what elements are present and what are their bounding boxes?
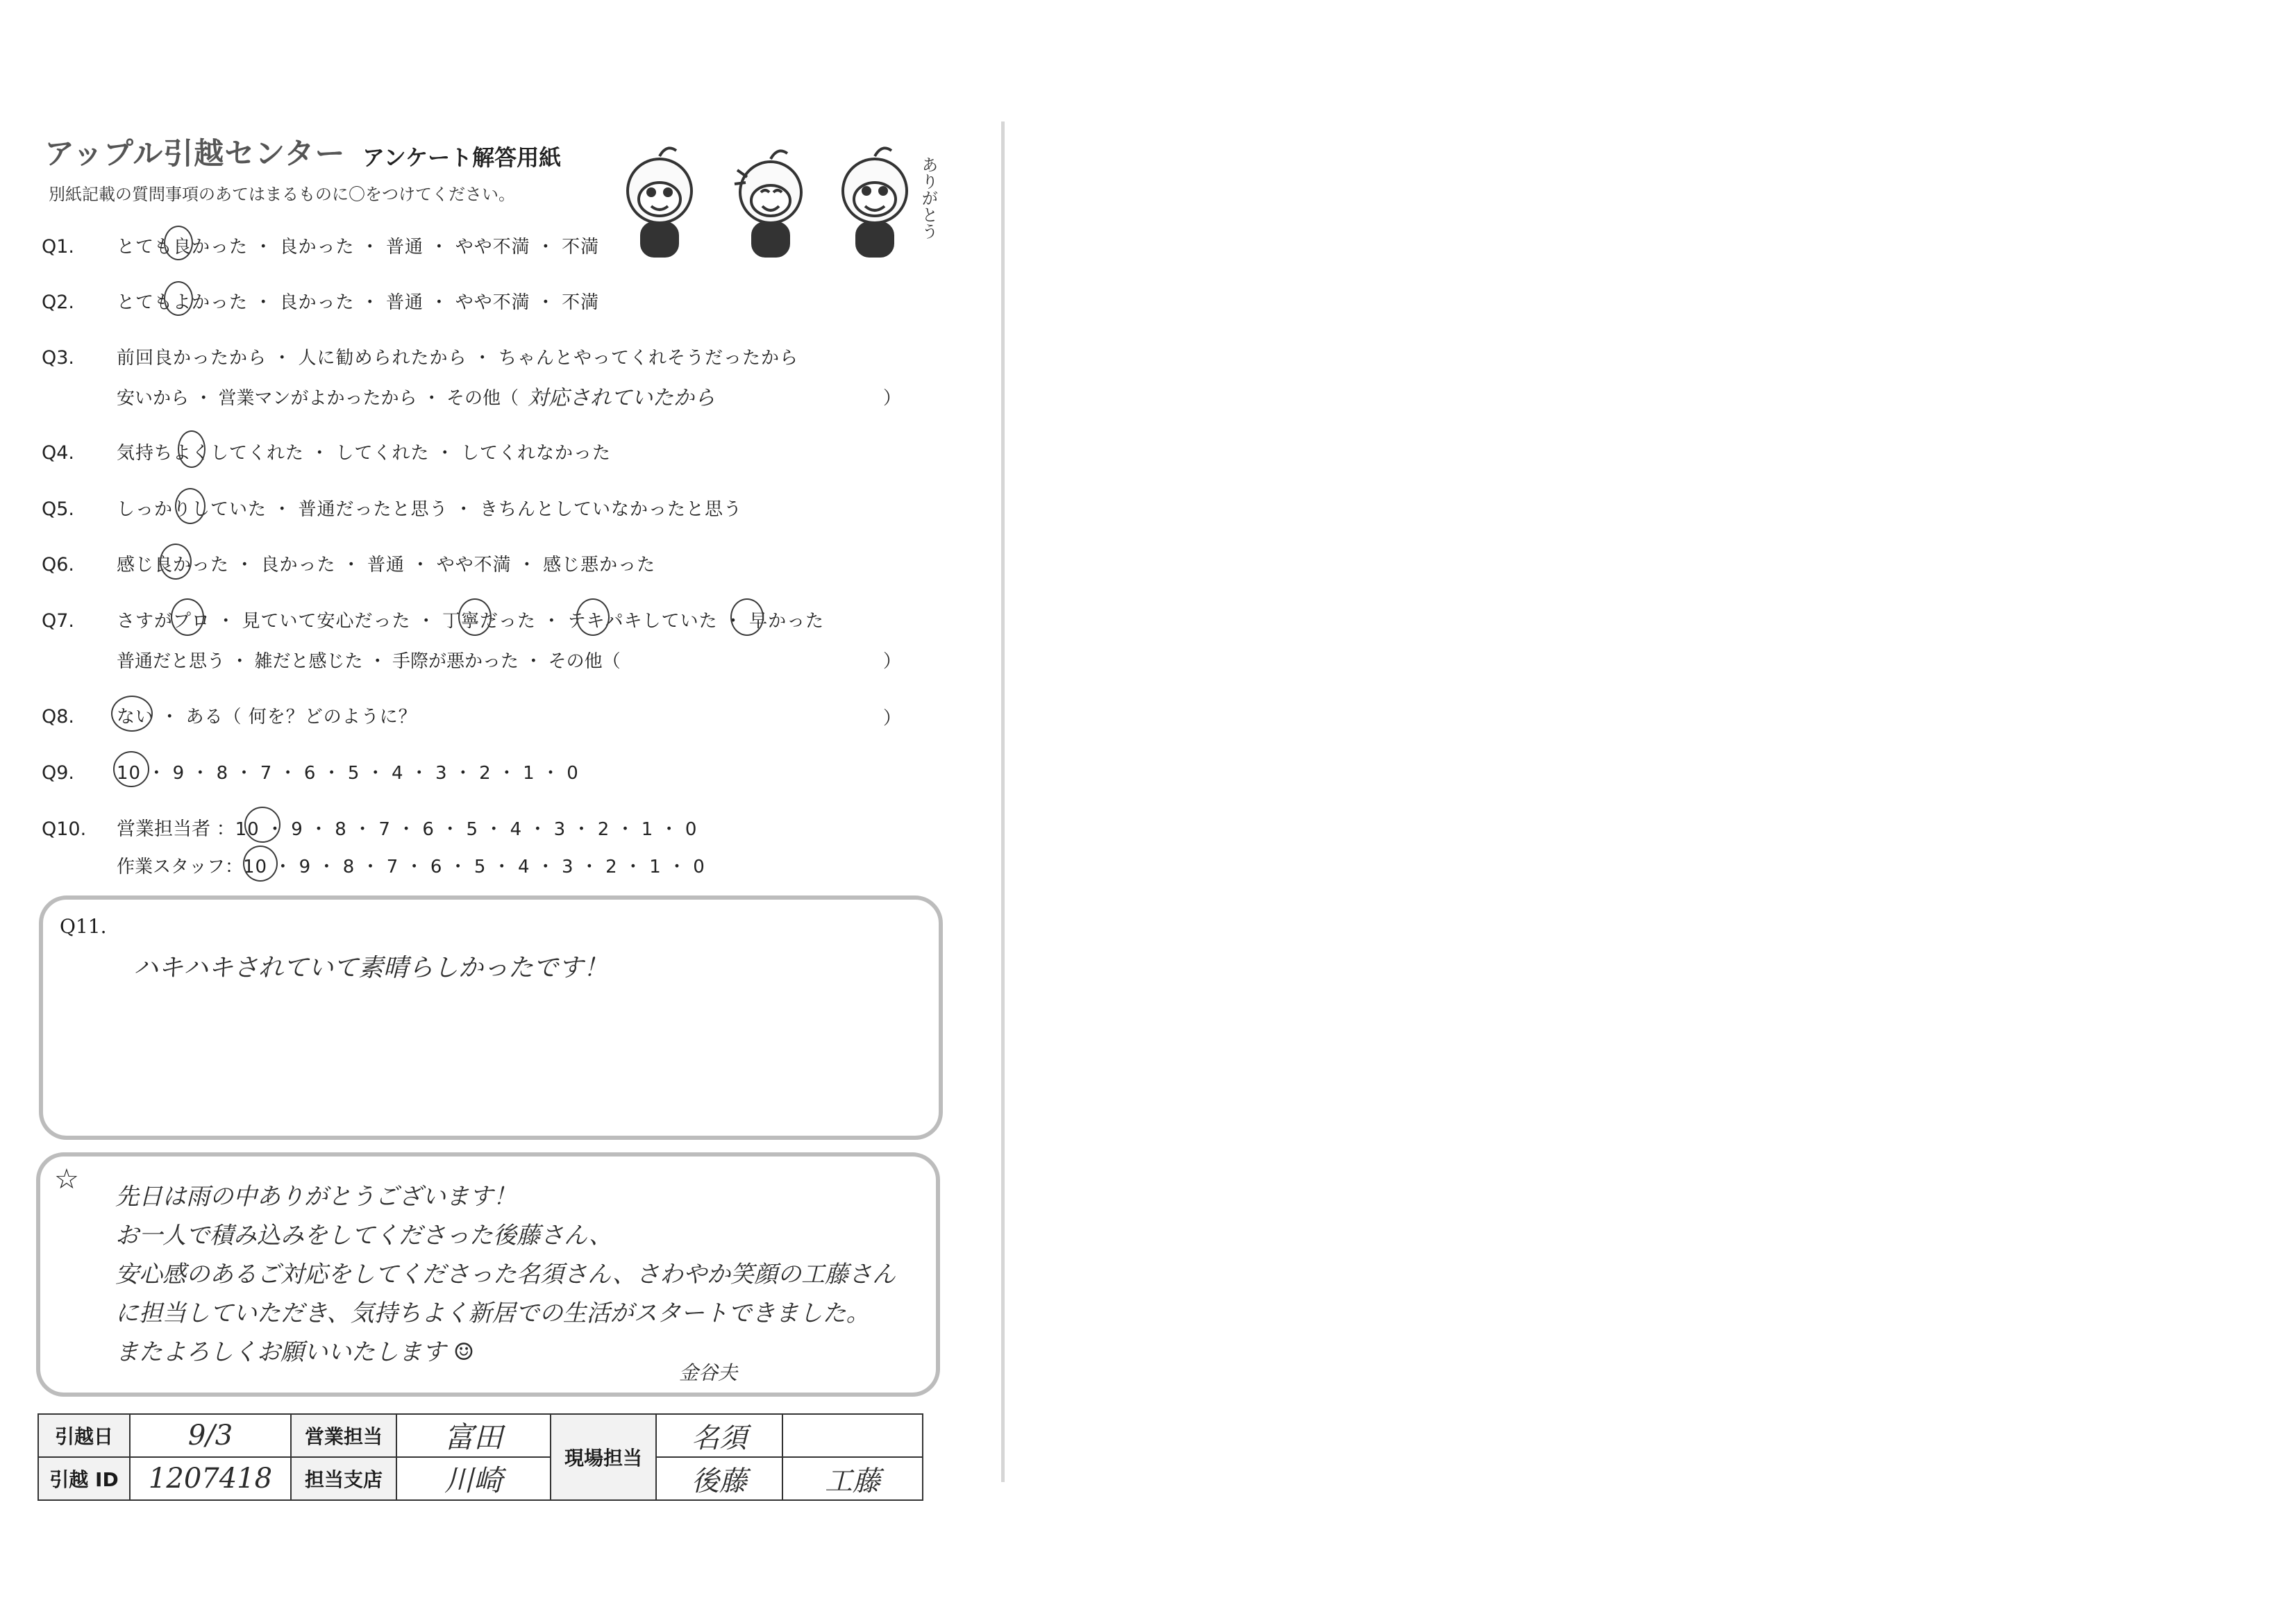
closing-paren: ）	[883, 708, 902, 729]
message-line: またよろしくお願いいたします ☺	[115, 1338, 475, 1366]
answer-circle	[244, 807, 280, 843]
answer-circle	[160, 544, 192, 580]
sales-value: 富田	[396, 1414, 551, 1457]
question-options: 感じ良かった ・ 良かった ・ 普通 ・ やや不満 ・ 感じ悪かった	[117, 555, 656, 575]
mascot-caption: ありがとう	[919, 156, 938, 239]
closing-paren: ）	[883, 388, 902, 409]
move-info-table	[37, 1413, 923, 1501]
question-q7-line2: 普通だと思う ・ 雑だと感じた ・ 手際が悪かった ・ その他（	[117, 651, 621, 672]
question-options: とても良かった ・ 良かった ・ 普通 ・ やや不満 ・ 不満	[117, 237, 600, 258]
message-box	[36, 1152, 940, 1397]
branch-value: 川崎	[396, 1457, 551, 1500]
answer-circle	[164, 281, 193, 316]
question-q10-staff	[117, 852, 705, 878]
move-id-label: 引越 ID	[38, 1457, 130, 1500]
q11-comment-box	[39, 895, 943, 1140]
move-date-value: 9/3	[130, 1414, 291, 1457]
q10-sales-label: 営業担当者 ：	[117, 818, 235, 840]
question-q6	[42, 550, 655, 576]
question-label: Q6.	[42, 554, 75, 575]
question-options: 前回良かったから ・ 人に勧められたから ・ ちゃんとやってくれそうだったから	[117, 348, 799, 369]
q10-staff-label: 作業スタッフ：	[117, 857, 244, 877]
answer-circle	[175, 488, 206, 524]
site-staff-1: 名須	[656, 1414, 782, 1457]
answer-circle	[111, 696, 153, 732]
brand-name: アップル引越センター	[44, 137, 346, 171]
signature: 金谷夫	[679, 1361, 738, 1384]
mascot-illustration	[611, 142, 944, 267]
site-staff-3: 工藤	[782, 1457, 923, 1500]
question-q8	[42, 703, 417, 728]
monkey-icon-1	[628, 148, 692, 256]
survey-sheet	[0, 0, 1014, 1623]
q10-sales-options: 10 ・ 9 ・ 8 ・ 7 ・ 6 ・ 5 ・ 4 ・ 3 ・ 2 ・ 1 ・ 0	[235, 819, 698, 840]
question-label: Q2.	[42, 292, 75, 313]
closing-paren: ）	[883, 651, 902, 672]
site-staff-label: 現場担当	[551, 1414, 656, 1500]
move-date-label: 引越日	[38, 1414, 130, 1457]
question-label: Q4.	[42, 442, 75, 464]
question-label: Q9.	[42, 762, 75, 784]
q10-staff-options: 10 ・ 9 ・ 8 ・ 7 ・ 6 ・ 5 ・ 4 ・ 3 ・ 2 ・ 1 ・ 0	[243, 857, 705, 877]
answer-circle	[113, 751, 149, 787]
message-line: に担当していただき、気持ちよく新居での生活がスタートできました。	[115, 1300, 870, 1327]
answer-circle	[164, 226, 193, 260]
monkey-icon-3	[843, 148, 907, 256]
question-label: Q8.	[42, 706, 75, 728]
question-q10	[42, 814, 697, 841]
question-q3	[42, 344, 798, 369]
question-label: Q10.	[42, 818, 87, 840]
question-label: Q7.	[42, 610, 75, 632]
message-line: 安心感のあるご対応をしてくださった名須さん、さわやか笑顔の工藤さん	[115, 1261, 896, 1288]
question-q2	[42, 288, 599, 314]
page-fold-line	[1001, 121, 1005, 1482]
q3-handwritten-answer: 対応されていたから	[528, 386, 715, 410]
question-options: とてもよかった ・ 良かった ・ 普通 ・ やや不満 ・ 不満	[117, 292, 600, 313]
move-id-value: 1207418	[130, 1457, 291, 1500]
q11-label: Q11.	[60, 915, 107, 938]
question-q3-line2: 安いから ・ 営業マンがよかったから ・ その他（	[117, 388, 519, 409]
monkey-icon-2	[735, 151, 801, 256]
question-label: Q3.	[42, 347, 75, 369]
answer-circle	[243, 846, 278, 882]
question-options: ない ・ ある（ 何を？どのように？	[117, 707, 417, 728]
answer-circle	[576, 598, 610, 636]
star-icon: ☆	[54, 1163, 79, 1195]
question-label: Q5.	[42, 498, 75, 520]
message-line: 先日は雨の中ありがとうございます！	[115, 1183, 517, 1211]
answer-circle	[730, 598, 764, 636]
question-options: 気持ちよくしてくれた ・ してくれた ・ してくれなかった	[117, 443, 612, 464]
question-options: 10 ・ 9 ・ 8 ・ 7 ・ 6 ・ 5 ・ 4 ・ 3 ・ 2 ・ 1 ・ 0	[117, 763, 579, 784]
empty-cell	[782, 1414, 923, 1457]
question-q5	[42, 495, 742, 521]
branch-label: 担当支店	[291, 1457, 396, 1500]
answer-circle	[458, 598, 492, 636]
message-line: お一人で積み込みをしてくださった後藤さん、	[115, 1222, 613, 1250]
form-subtitle: アンケート解答用紙	[362, 144, 562, 171]
instruction-text: 別紙記載の質問事項のあてはまるものに〇をつけてください。	[49, 185, 515, 204]
site-staff-2: 後藤	[656, 1457, 782, 1500]
question-options: さすがプロ ・ 見ていて安心だった ・ 丁寧だった ・ テキパキしていた ・ 早かった	[117, 611, 825, 632]
question-q7	[42, 607, 824, 632]
question-label: Q1.	[42, 236, 75, 258]
question-q1	[42, 233, 599, 258]
answer-circle	[171, 598, 204, 636]
q11-answer: ハキハキされていて素晴らしかったです！	[133, 954, 609, 982]
question-options: しっかりしていた ・ 普通だったと思う ・ きちんとしていなかったと思う	[117, 499, 743, 520]
answer-circle	[178, 430, 206, 468]
question-q4	[42, 439, 611, 464]
sales-label: 営業担当	[291, 1414, 396, 1457]
